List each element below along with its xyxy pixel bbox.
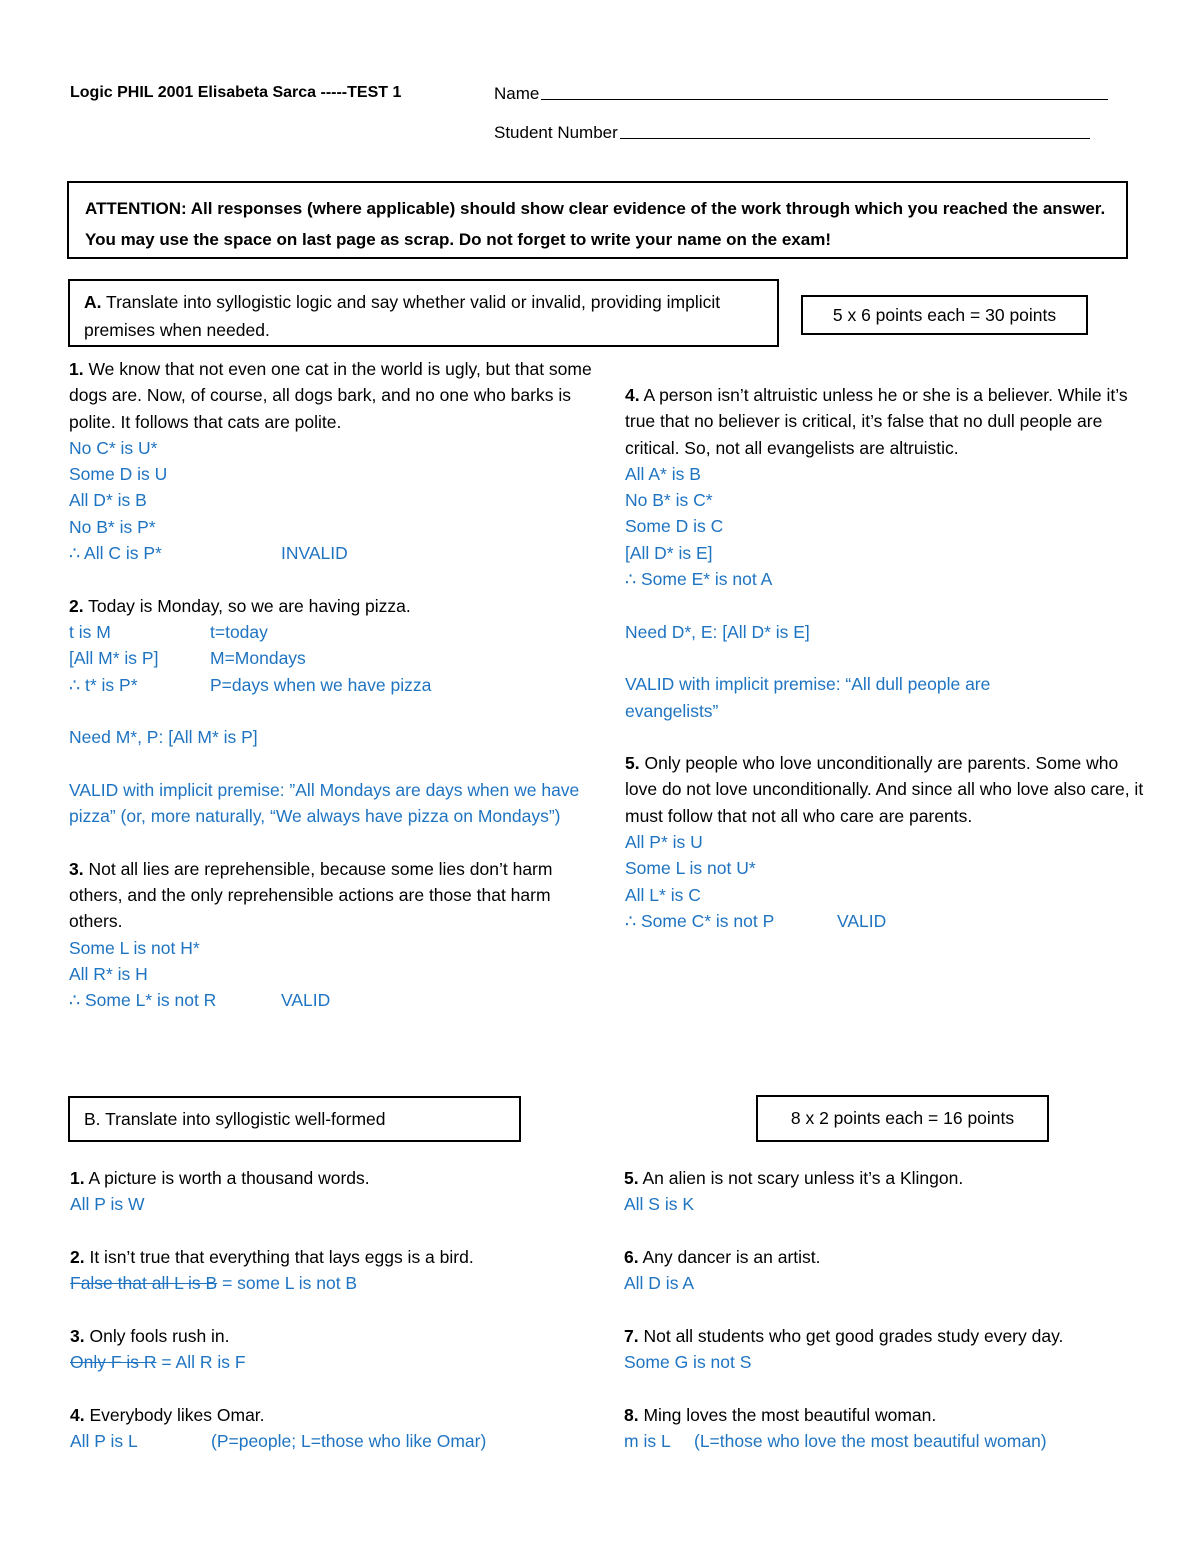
section-a-points-box (801, 295, 1088, 335)
question-number: 6. (624, 1246, 639, 1267)
answer-line: All D* is B (69, 490, 147, 511)
answer-line (70, 1349, 610, 1375)
corrected-answer: = All R is F (156, 1352, 246, 1373)
verdict: INVALID (281, 543, 348, 564)
answer-formula: [All M* is P] (69, 648, 159, 669)
answer-conclusion-text: ∴ Some C* is not P (625, 910, 775, 931)
answer-conclusion (69, 987, 594, 1013)
answer-line: All P* is U (625, 832, 703, 853)
question-b4 (70, 1402, 610, 1428)
question-b2 (70, 1244, 610, 1270)
question-number: 4. (70, 1404, 85, 1425)
answer-key: M=Mondays (210, 648, 306, 669)
question-text: Ming loves the most beautiful woman. (638, 1404, 937, 1425)
answer-conclusion (625, 908, 1145, 934)
struck-answer: False that all L is B (70, 1273, 218, 1294)
test-title: Logic PHIL 2001 Elisabeta Sarca -----TEST 1 (70, 84, 402, 101)
answer-formula: t is M (69, 621, 111, 642)
answer-conclusion-text: ∴ Some L* is not R (69, 990, 217, 1011)
question-text: Only fools rush in. (84, 1325, 230, 1346)
answer-line (69, 619, 594, 645)
section-b-instruction: Translate into syllogistic well-formed (100, 1109, 386, 1129)
section-a-instruction-box (68, 279, 779, 347)
attention-box (67, 181, 1128, 259)
answer-line: Some L is not H* (69, 937, 200, 958)
question-text: We know that not even one cat in the world is ugly, but that some dogs are. Now, of course, all dogs bark, and no one who barks is polite. It follows that cats are polite. (69, 359, 592, 432)
answer-formula: m is L (624, 1430, 671, 1451)
question-number: 5. (624, 1168, 639, 1188)
answer-formula: ∴ t* is P* (69, 674, 138, 695)
student-number-label: Student Number (494, 123, 618, 142)
answer-conclusion (69, 540, 594, 566)
question-number: 4. (625, 385, 640, 405)
answer-key: P=days when we have pizza (210, 674, 432, 695)
answer-key: (P=people; L=those who like Omar) (211, 1430, 487, 1451)
answer-valid-note: VALID with implicit premise: ”All Mondays are days when we have pizza” (or, more naturally, “We always have pizza on Mondays”) (69, 779, 580, 827)
answer-conclusion: ∴ Some E* is not A (625, 569, 773, 590)
answer-line (70, 1270, 610, 1296)
question-a5 (625, 750, 1145, 829)
question-number: 2. (70, 1246, 85, 1267)
question-a1 (69, 356, 594, 435)
name-underline (541, 98, 1108, 100)
section-a-instruction: Translate into syllogistic logic and say whether valid or invalid, providing implicit premises when needed. (84, 292, 721, 340)
answer-need: Need D*, E: [All D* is E] (625, 621, 810, 642)
section-a-right-column (625, 382, 1145, 934)
section-b-points-box (756, 1095, 1049, 1142)
answer-line: No B* is P* (69, 516, 156, 537)
answer-line: Some L is not U* (625, 858, 756, 879)
question-text: Everybody likes Omar. (84, 1404, 265, 1425)
section-b-right-column (624, 1165, 1164, 1454)
answer-line (70, 1428, 610, 1454)
question-a3 (69, 856, 594, 935)
question-b6 (624, 1244, 1164, 1270)
answer-line: All R* is H (69, 963, 148, 984)
answer-line (69, 672, 594, 698)
question-b3 (70, 1323, 610, 1349)
question-text: Any dancer is an artist. (638, 1246, 821, 1267)
name-field[interactable] (494, 84, 1108, 104)
section-b-instruction-box (68, 1096, 521, 1142)
answer-line: Some D is C (625, 516, 724, 537)
answer-line: All L* is C (625, 884, 701, 905)
section-b-left-column (70, 1165, 610, 1454)
question-number: 1. (69, 359, 84, 379)
question-a2 (69, 593, 594, 619)
answer-line (69, 645, 594, 671)
answer-line: All A* is B (625, 463, 701, 484)
question-text: Not all students who get good grades study every day. (638, 1325, 1064, 1346)
answer-conclusion-text: ∴ All C is P* (69, 543, 162, 564)
question-b1 (70, 1165, 610, 1191)
name-label: Name (494, 84, 540, 103)
section-a-letter: A. (84, 292, 102, 312)
student-number-underline (620, 137, 1090, 139)
question-text: It isn’t true that everything that lays eggs is a bird. (84, 1246, 474, 1267)
struck-answer: Only F is R (70, 1352, 157, 1373)
answer-valid-note: VALID with implicit premise: “All dull people are evangelists” (625, 674, 991, 721)
question-text: Today is Monday, so we are having pizza. (83, 595, 411, 616)
section-a-left-column (69, 356, 594, 1013)
answer-line: All S is K (624, 1194, 695, 1215)
answer-key: t=today (210, 621, 268, 642)
question-b7 (624, 1323, 1164, 1349)
corrected-answer: = some L is not B (217, 1273, 358, 1294)
question-a4 (625, 382, 1145, 461)
question-number: 1. (70, 1168, 85, 1188)
question-b5 (624, 1165, 1164, 1191)
answer-line: All D is A (624, 1273, 695, 1294)
student-number-field[interactable] (494, 123, 1090, 143)
attention-label: ATTENTION: (85, 199, 187, 218)
question-number: 2. (69, 595, 84, 616)
question-b8 (624, 1402, 1164, 1428)
answer-line: Some G is not S (624, 1352, 752, 1373)
answer-line: No C* is U* (69, 437, 158, 458)
answer-line: [All D* is E] (625, 542, 713, 563)
answer-need: Need M*, P: [All M* is P] (69, 727, 258, 748)
section-b-letter: B. (84, 1109, 101, 1129)
verdict: VALID (837, 910, 887, 931)
question-text: An alien is not scary unless it’s a Klingon. (638, 1168, 964, 1188)
question-number: 7. (624, 1325, 639, 1346)
answer-line: Some D is U (69, 464, 168, 485)
section-a-points: 5 x 6 points each = 30 points (832, 305, 1057, 325)
answer-line: All P is W (70, 1194, 145, 1215)
question-text: A picture is worth a thousand words. (84, 1168, 370, 1188)
question-number: 3. (69, 858, 84, 879)
question-text: Only people who love unconditionally are parents. Some who love do not love unconditionally. And since all who love also care, it must follow that not all who care are parents. (625, 753, 1144, 826)
answer-line (624, 1428, 1164, 1454)
answer-key: (L=those who love the most beautiful woman) (694, 1430, 1047, 1451)
attention-text: All responses (where applicable) should show clear evidence of the work through which you reached the answer. You may use the space on last page as scrap. Do not forget to write your name on the exam! (85, 199, 1106, 249)
verdict: VALID (281, 990, 331, 1011)
section-b-points: 8 x 2 points each = 16 points (790, 1108, 1015, 1128)
question-number: 5. (625, 753, 640, 774)
question-text: Not all lies are reprehensible, because some lies don’t harm others, and the only reprehensible actions are those that harm others. (69, 858, 553, 932)
question-text: A person isn’t altruistic unless he or she is a believer. While it’s true that no believer is critical, it’s false that no dull people are critical. So, not all evangelists are altruistic. (625, 385, 1128, 458)
answer-line: No B* is C* (625, 490, 713, 511)
question-number: 3. (70, 1325, 85, 1346)
answer-formula: All P is L (70, 1430, 138, 1451)
question-number: 8. (624, 1404, 639, 1425)
